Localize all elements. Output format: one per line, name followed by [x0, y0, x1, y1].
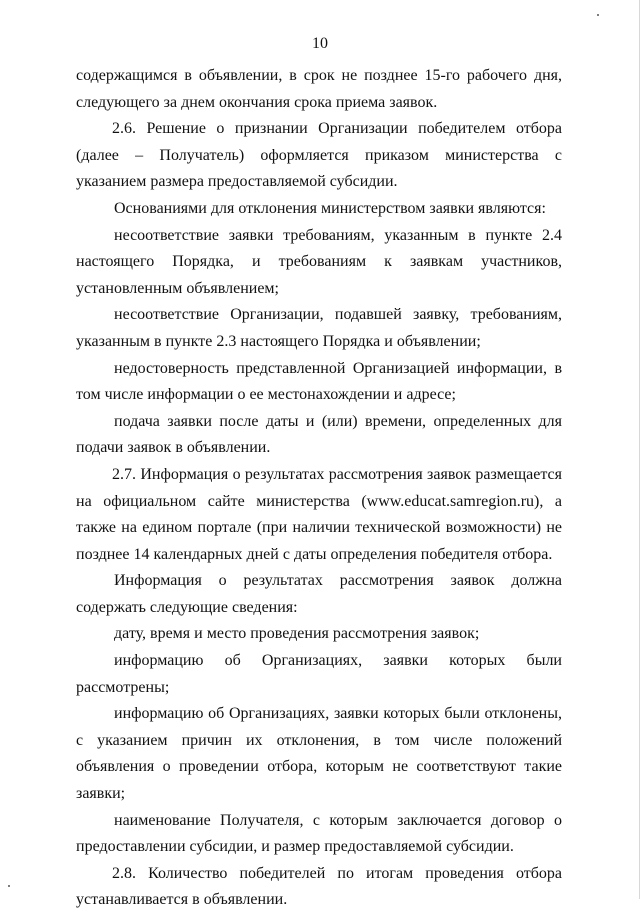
paragraph-info-item-3: информацию об Организациях, заявки которых были отклонены, с указанием причин их отклонения, в том числе положений объявления о проведении отбора, которым не соответствуют такие заявки; [76, 705, 562, 803]
scan-artifact [597, 14, 599, 16]
paragraph-clause-2-7: 2.7. Информация о результатах рассмотрения заявок размещается на официальном сайте министерства (www.educat.samregion.ru), а также на едином портале (при наличии технической возможности) не позднее 14 календарных дней с даты определения победителя отбора. [76, 465, 562, 563]
paragraph-results-info: Информация о результатах рассмотрения заявок должна содержать следующие сведения: [76, 572, 562, 616]
page-number: 10 [312, 35, 328, 52]
document-body [76, 63, 562, 914]
paragraph-info-item-1: дату, время и место проведения рассмотрения заявок; [114, 625, 480, 643]
paragraph-ground-1: несоответствие заявки требованиям, указанным в пункте 2.4 настоящего Порядка, и требованиям к заявкам участников, установленным объявлением; [76, 226, 562, 297]
paragraph-info-item-2: информацию об Организациях, заявки которых были рассмотрены; [76, 652, 562, 696]
paragraph-clause-2-6: 2.6. Решение о признании Организации победителем отбора (далее – Получатель) оформляется приказом министерства с указанием размера предоставляемой субсидии. [76, 120, 562, 191]
scan-artifact [8, 885, 10, 887]
paragraph-info-item-4: наименование Получателя, с которым заключается договор о предоставлении субсидии, и размер предоставляемой субсидии. [76, 811, 562, 856]
paragraph-ground-3: недостоверность представленной Организацией информации, в том числе информации о ее местонахождении и адресе; [76, 359, 562, 404]
paragraph-clause-2-8: 2.8. Количество победителей по итогам проведения отбора устанавливается в объявлении. [76, 864, 562, 909]
paragraph-rejection-grounds: Основаниями для отклонения министерством заявки являются: [114, 199, 546, 217]
paragraph-ground-4: подача заявки после даты и (или) времени, определенных для подачи заявок в объявлении. [76, 412, 562, 457]
paragraph-continuation: содержащимся в объявлении, в срок не позднее 15-го рабочего дня, следующего за днем окончания срока приема заявок. [76, 67, 562, 111]
paragraph-ground-2: несоответствие Организации, подавшей заявку, требованиям, указанным в пункте 2.3 настоящего Порядка и объявлении; [76, 306, 562, 350]
